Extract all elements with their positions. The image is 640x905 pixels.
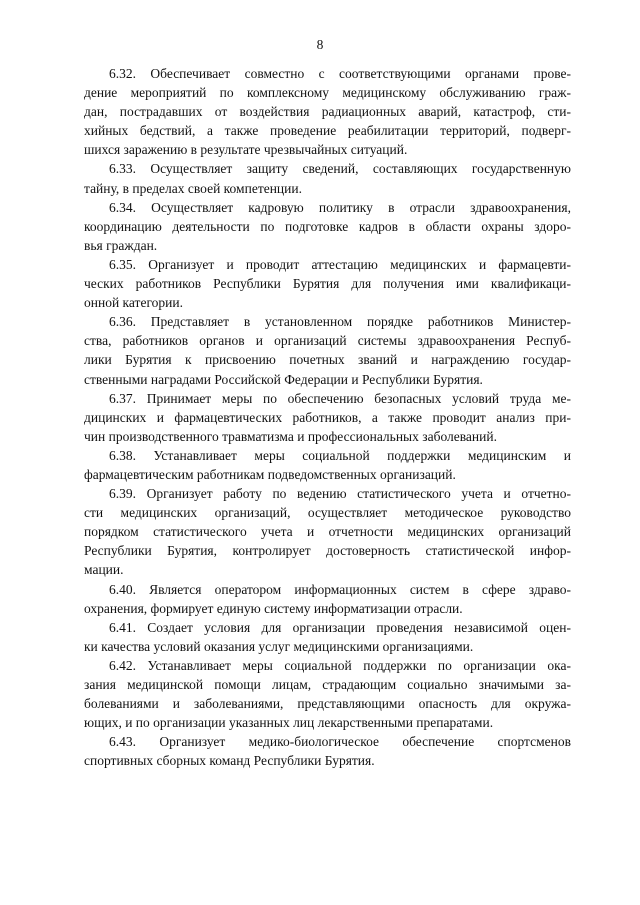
text-line: 6.37. Принимает меры по обеспечению безопасных условий труда ме- [109, 390, 571, 406]
text-line: 6.32. Обеспечивает совместно с соответствующими органами прове- [109, 66, 571, 81]
text-line: 6.42. Устанавливает меры социальной поддержки по организации ока- [109, 657, 571, 673]
text-line: вья граждан. [84, 237, 158, 253]
text-line: дение мероприятий по комплексному медицинскому обслуживанию граж- [84, 85, 571, 101]
paragraph-6-37 [84, 389, 571, 446]
text-line: онной категории. [84, 295, 183, 311]
text-line: дицинских и фармацевтических работников, а также проводит анализ при- [84, 409, 571, 425]
text-line: координацию деятельности по подготовке кадров в области охраны здоро- [84, 218, 571, 234]
paragraph-6-33 [84, 159, 571, 197]
text-line: сти медицинских организаций, осуществляет методическое руководство [84, 505, 571, 521]
page-number: 8 [316, 37, 324, 52]
text-line: тайну, в пределах своей компетенции. [84, 180, 302, 196]
text-line: порядком статистического учета и отчетности медицинских организаций [84, 524, 571, 540]
paragraph-6-36 [84, 312, 571, 388]
text-line: 6.41. Создает условия для организации проведения независимой оцен- [109, 619, 571, 635]
text-line: охранения, формирует единую систему информатизации отрасли. [84, 600, 463, 616]
text-line: лики Бурятия к присвоению почетных званий и награждению государ- [84, 352, 571, 368]
text-line: мации. [84, 562, 124, 578]
document-body [84, 64, 571, 770]
text-line: ческих работников Республики Бурятия для получения ими квалификаци- [84, 276, 571, 292]
paragraph-6-40 [84, 580, 571, 618]
paragraph-6-43 [84, 732, 571, 770]
paragraph-6-38 [84, 446, 571, 484]
text-line: Республики Бурятия, контролирует достоверность статистической инфор- [84, 543, 571, 559]
text-line: 6.36. Представляет в установленном порядке работников Министер- [109, 314, 571, 330]
text-line: ющих, и по организации указанных лиц лекарственными препаратами. [84, 715, 494, 731]
paragraph-6-41 [84, 618, 571, 656]
text-line: хийных бедствий, а также проведение реабилитации территорий, подверг- [84, 123, 571, 139]
text-line: болеваниями и заболеваниями, представляющими опасность для окружа- [84, 696, 571, 712]
text-line: ственными наградами Российской Федерации и Республики Бурятия. [84, 371, 483, 387]
text-line: зания медицинской помощи лицам, страдающим социально значимыми за- [84, 677, 571, 692]
paragraph-6-32 [84, 64, 571, 159]
paragraph-6-34 [84, 198, 571, 255]
text-line: 6.39. Организует работу по ведению статистического учета и отчетно- [109, 486, 571, 502]
text-line: шихся заражению в результате чрезвычайных ситуаций. [84, 142, 408, 158]
text-line: 6.40. Является оператором информационных систем в сфере здраво- [109, 581, 571, 597]
paragraph-6-42 [84, 656, 571, 732]
text-line: 6.34. Осуществляет кадровую политику в отрасли здравоохранения, [109, 199, 571, 215]
text-line: ства, работников органов и организаций системы здравоохранения Респуб- [84, 333, 571, 349]
text-line: 6.38. Устанавливает меры социальной поддержки медицинским и [109, 447, 571, 463]
text-line: 6.35. Организует и проводит аттестацию медицинских и фармацевти- [109, 256, 571, 272]
paragraph-6-39 [84, 484, 571, 579]
text-line: фармацевтическим работникам подведомственных организаций. [84, 466, 456, 482]
paragraph-6-35 [84, 255, 571, 312]
text-line: 6.33. Осуществляет защиту сведений, составляющих государственную [109, 161, 571, 177]
text-line: чин производственного травматизма и профессиональных заболеваний. [84, 428, 497, 444]
text-line: спортивных сборных команд Республики Бурятия. [84, 753, 375, 769]
text-line: ки качества условий оказания услуг медицинскими организациями. [84, 638, 474, 654]
text-line: дан, пострадавших от воздействия радиационных аварий, катастроф, сти- [84, 104, 571, 120]
text-line: 6.43. Организует медико-биологическое обеспечение спортсменов [109, 734, 571, 750]
